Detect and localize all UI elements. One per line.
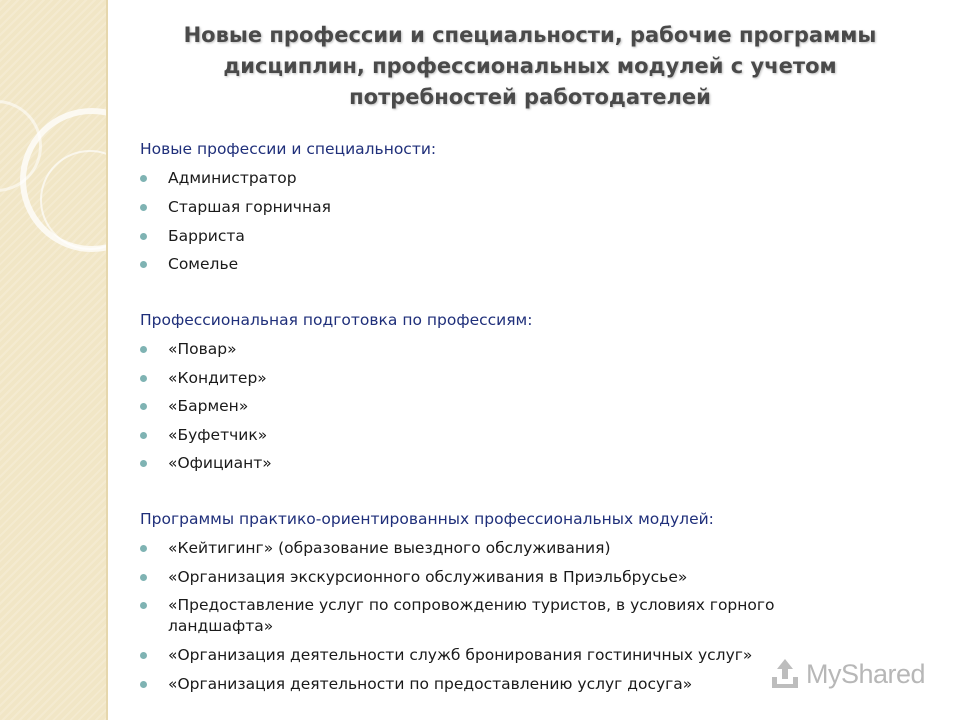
bullet-icon: [140, 403, 147, 410]
list-item: «Повар»: [140, 339, 880, 360]
bullet-icon: [140, 432, 147, 439]
list-item: Старшая горничная: [140, 197, 880, 218]
list-item: Бaрриста: [140, 226, 880, 247]
bullet-icon: [140, 346, 147, 353]
list-item: «Организация деятельности служб бронирования гостиничных услуг»: [140, 645, 880, 666]
list-item: «Официант»: [140, 453, 880, 474]
bullet-icon: [140, 261, 147, 268]
bullet-icon: [140, 574, 147, 581]
list-item: «Буфетчик»: [140, 425, 880, 446]
section-heading-practice-modules: Программы практико-ориентированных профессиональных модулей:: [140, 510, 714, 528]
list-item: Сомелье: [140, 254, 880, 275]
bullet-icon: [140, 681, 147, 688]
slide-title: Новые профессии и специальности, рабочие программы дисциплин, профессиональных модулей с учетом потребностей работодателей: [183, 23, 877, 109]
list-item: «Кондитер»: [140, 368, 880, 389]
list-item: «Предоставление услуг по сопровождению туристов, в условиях горного ландшафта»: [140, 595, 880, 637]
list-item: Администратор: [140, 168, 880, 189]
section-heading-professional-training: Профессиональная подготовка по профессиям:: [140, 311, 533, 329]
bullet-icon: [140, 175, 147, 182]
myshared-watermark: [768, 656, 925, 692]
list-item: «Кейтигинг» (образование выездного обслуживания): [140, 538, 880, 559]
list-item: «Организация экскурсионного обслуживания в Приэльбрусье»: [140, 567, 880, 588]
list-item: «Бармен»: [140, 396, 880, 417]
section-heading-new-professions: Новые профессии и специальности:: [140, 140, 437, 158]
list-item: «Организация деятельности по предоставлению услуг досуга»: [140, 674, 880, 695]
bullet-icon: [140, 602, 147, 609]
watermark-text: MyShared: [806, 658, 926, 689]
bullet-icon: [140, 233, 147, 240]
decorative-sidebar: [0, 0, 106, 720]
bullet-icon: [140, 652, 147, 659]
bullet-icon: [140, 545, 147, 552]
bullet-icon: [140, 375, 147, 382]
bullet-icon: [140, 204, 147, 211]
sidebar-divider: [106, 0, 108, 720]
myshared-logo-icon: [768, 657, 802, 691]
bullet-icon: [140, 460, 147, 467]
